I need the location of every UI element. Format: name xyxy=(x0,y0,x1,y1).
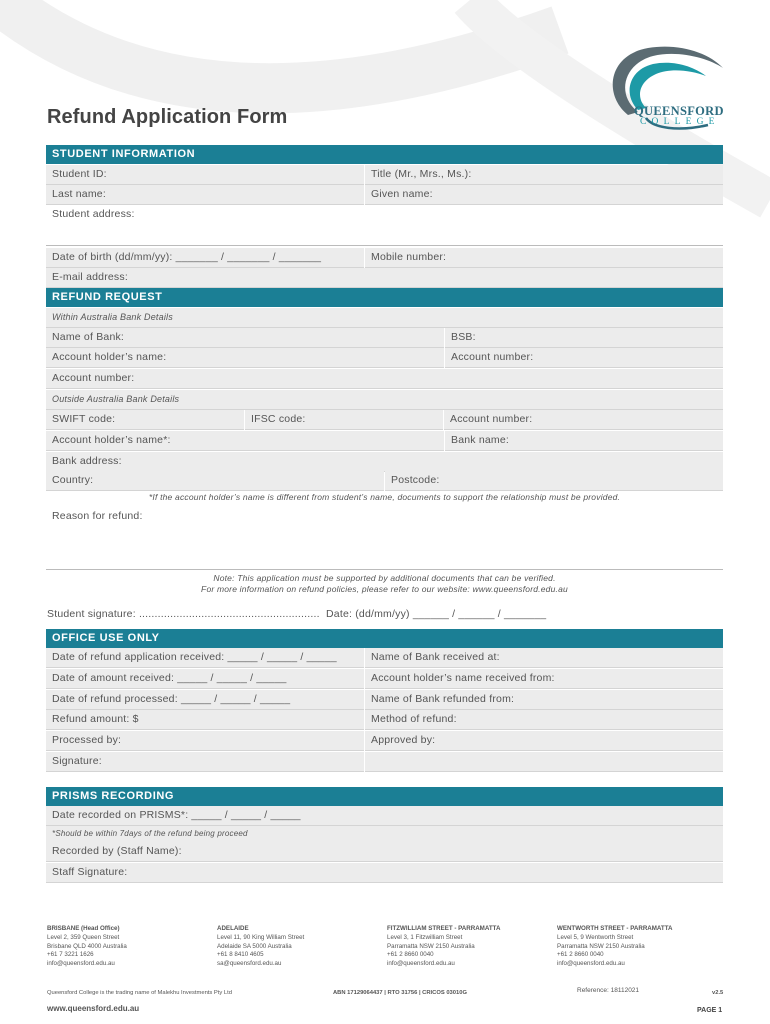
page-title: Refund Application Form xyxy=(47,106,288,128)
country-field[interactable]: Country: xyxy=(46,471,384,491)
dob-field[interactable]: Date of birth (dd/mm/yy): _______ / _______ / _______ xyxy=(46,248,364,268)
form-reference: Reference: 18112021 xyxy=(577,987,640,994)
office-fitzwilliam-email[interactable]: info@queensford.edu.au xyxy=(387,960,455,968)
account-holder-footnote: *If the account holder’s name is different from student’s name, documents to support the relationship must be provided. xyxy=(148,492,621,502)
last-name-field[interactable]: Last name: xyxy=(46,185,364,205)
within-australia-label xyxy=(46,308,723,328)
bank-refunded-field[interactable]: Name of Bank refunded from: xyxy=(365,690,723,710)
account-holder-field-2[interactable]: Account holder’s name*: xyxy=(46,431,444,451)
trading-name: Queensford College is the trading name of Malekhu Investments Pty Ltd xyxy=(47,990,232,996)
mobile-number-field[interactable]: Mobile number: xyxy=(365,248,723,268)
office-fitzwilliam-phone: +61 2 8660 0040 xyxy=(387,951,434,959)
postcode-field[interactable]: Postcode: xyxy=(385,471,723,491)
office-fitzwilliam-l2: Parramatta NSW 2150 Australia xyxy=(387,942,475,950)
office-fitzwilliam-name: FITZWILLIAM STREET - PARRAMATTA xyxy=(387,925,501,932)
office-use-header: OFFICE USE ONLY xyxy=(46,629,723,648)
staff-signature-field[interactable]: Staff Signature: xyxy=(46,863,723,883)
within-australia-text: Within Australia Bank Details xyxy=(52,312,173,322)
office-brisbane xyxy=(47,925,127,969)
office-brisbane-l1: Level 2, 359 Queen Street xyxy=(47,933,120,941)
account-holder-field[interactable]: Account holder’s name: xyxy=(46,348,444,368)
account-number-field[interactable]: Account number: xyxy=(445,348,723,368)
note-line-1: Note: This application must be supported by additional documents that can be verified. xyxy=(213,573,556,583)
student-signature-field[interactable]: Student signature: .......................................................... xyxy=(47,608,320,620)
prisms-within-note xyxy=(46,826,723,843)
office-brisbane-name: BRISBANE (Head Office) xyxy=(47,925,120,932)
office-wentworth xyxy=(557,925,672,969)
note-line-2: For more information on refund policies, please refer to our website: www.queensford.edu.au xyxy=(201,584,568,594)
logo-wordmark: QUEENSFORD xyxy=(634,104,724,118)
office-adelaide-phone: +61 8 8410 4605 xyxy=(217,951,264,959)
office-adelaide-l2: Adelaide SA 5000 Australia xyxy=(217,942,292,950)
bsb-field[interactable]: BSB: xyxy=(445,328,723,348)
logo-subtitle: COLLEGE xyxy=(640,117,720,127)
method-of-refund-field[interactable]: Method of refund: xyxy=(365,710,723,730)
outside-australia-text: Outside Australia Bank Details xyxy=(52,394,180,404)
office-adelaide-email[interactable]: sa@queensford.edu.au xyxy=(217,960,282,968)
account-number-field-3[interactable]: Account number: xyxy=(444,410,723,430)
ifsc-code-field[interactable]: IFSC code: xyxy=(245,410,443,430)
abn-rto-cricos: ABN 17129064437 | RTO 31756 | CRICOS 03010G xyxy=(333,990,467,996)
swift-code-field[interactable]: SWIFT code: xyxy=(46,410,244,430)
holder-received-field[interactable]: Account holder’s name received from: xyxy=(365,669,723,689)
office-wentworth-name: WENTWORTH STREET - PARRAMATTA xyxy=(557,925,673,932)
given-name-field[interactable]: Given name: xyxy=(365,185,723,205)
account-number-field-2[interactable]: Account number: xyxy=(46,369,723,389)
office-wentworth-l1: Level 5, 9 Wentworth Street xyxy=(557,933,634,941)
recorded-by-field[interactable]: Recorded by (Staff Name): xyxy=(46,842,723,862)
bank-name-field[interactable]: Name of Bank: xyxy=(46,328,444,348)
office-wentworth-phone: +61 2 8660 0040 xyxy=(557,951,604,959)
refund-request-header: REFUND REQUEST xyxy=(46,288,723,307)
date-refund-processed-field[interactable]: Date of refund processed: _____ / _____ / _____ xyxy=(46,690,364,710)
office-brisbane-phone: +61 7 3221 1626 xyxy=(47,951,94,959)
reason-for-refund-field[interactable]: Reason for refund: xyxy=(46,507,723,570)
prisms-recording-header: PRISMS RECORDING xyxy=(46,787,723,806)
office-brisbane-l2: Brisbane QLD 4000 Australia xyxy=(47,942,127,950)
office-wentworth-l2: Parramatta NSW 2150 Australia xyxy=(557,942,645,950)
bank-address-field[interactable]: Bank address: xyxy=(46,452,723,472)
date-application-received-field[interactable]: Date of refund application received: _____ / _____ / _____ xyxy=(46,648,364,668)
page-number: PAGE 1 xyxy=(697,1007,723,1014)
student-information-header: STUDENT INFORMATION xyxy=(46,145,723,164)
office-wentworth-email[interactable]: info@queensford.edu.au xyxy=(557,960,625,968)
office-signature-field[interactable]: Signature: xyxy=(46,752,364,772)
prisms-date-field[interactable]: Date recorded on PRISMS*: _____ / _____ / _____ xyxy=(46,806,723,826)
bank-name-field-2[interactable]: Bank name: xyxy=(445,431,723,451)
email-field[interactable]: E-mail address: xyxy=(46,268,723,288)
prisms-within-text: *Should be within 7days of the refund being proceed xyxy=(52,829,248,838)
office-brisbane-email[interactable]: info@queensford.edu.au xyxy=(47,960,115,968)
office-fitzwilliam-l1: Level 3, 1 Fitzwilliam Street xyxy=(387,933,463,941)
student-id-field[interactable]: Student ID: xyxy=(46,165,364,185)
office-adelaide xyxy=(217,925,304,969)
date-amount-received-field[interactable]: Date of amount received: _____ / _____ / _____ xyxy=(46,669,364,689)
approved-by-field[interactable]: Approved by: xyxy=(365,731,723,751)
outside-australia-label xyxy=(46,390,723,410)
office-fitzwilliam xyxy=(387,925,500,969)
student-address-field[interactable]: Student address: xyxy=(46,205,723,246)
refund-amount-field[interactable]: Refund amount: $ xyxy=(46,710,364,730)
office-adelaide-name: ADELAIDE xyxy=(217,925,249,932)
office-adelaide-l1: Level 11, 90 King William Street xyxy=(217,933,305,941)
signature-date-field[interactable]: Date: (dd/mm/yy) ______ / ______ / _______ xyxy=(326,608,547,620)
bank-received-field[interactable]: Name of Bank received at: xyxy=(365,648,723,668)
form-version: v2.5 xyxy=(712,990,724,996)
title-field[interactable]: Title (Mr., Mrs., Ms.): xyxy=(365,165,723,185)
processed-by-field[interactable]: Processed by: xyxy=(46,731,364,751)
website-link[interactable]: www.queensford.edu.au xyxy=(47,1004,140,1013)
office-signature-blank xyxy=(365,752,723,772)
